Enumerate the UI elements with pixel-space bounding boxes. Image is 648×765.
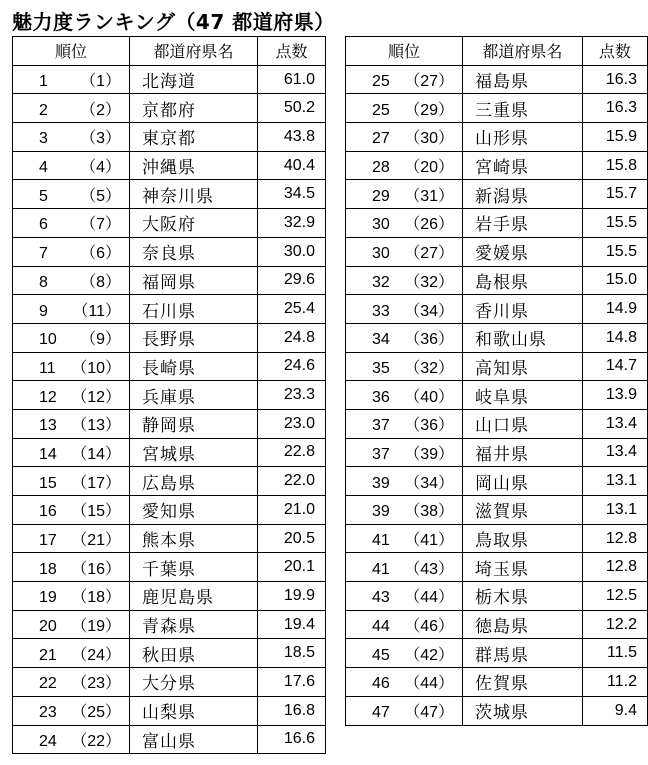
previous-rank: （40） (404, 388, 454, 406)
previous-rank: （38） (404, 503, 454, 521)
rank-cell (13, 496, 130, 525)
score-cell: 43.8 (258, 123, 326, 152)
table-row (346, 237, 648, 266)
current-rank: 18 (39, 560, 57, 578)
table-row (346, 553, 648, 582)
table-row (13, 639, 326, 668)
rank-cell (346, 237, 463, 266)
prefecture-name: 千葉県 (130, 553, 258, 582)
score-cell: 15.9 (582, 123, 647, 152)
score-cell: 16.3 (582, 94, 647, 123)
rank-cell (13, 295, 130, 324)
previous-rank: （31） (404, 187, 454, 205)
score-cell: 17.6 (258, 668, 326, 697)
current-rank: 9 (39, 302, 48, 320)
prefecture-name: 大阪府 (130, 209, 258, 238)
score-cell: 19.9 (258, 582, 326, 611)
prefecture-name: 島根県 (463, 266, 583, 295)
current-rank: 41 (372, 532, 390, 550)
score-cell: 13.4 (582, 409, 647, 438)
prefecture-name: 愛媛県 (463, 237, 583, 266)
previous-rank: （17） (71, 474, 121, 492)
rank-cell (346, 582, 463, 611)
prefecture-name: 茨城県 (463, 696, 583, 725)
score-cell: 20.5 (258, 524, 326, 553)
score-cell: 14.7 (582, 352, 647, 381)
prefecture-name: 愛知県 (130, 496, 258, 525)
previous-rank: （16） (71, 560, 121, 578)
rank-cell (13, 237, 130, 266)
table-row (346, 610, 648, 639)
table-row (13, 151, 326, 180)
current-rank: 12 (39, 388, 57, 406)
rank-cell (13, 323, 130, 352)
table-row (13, 295, 326, 324)
score-cell: 12.5 (582, 582, 647, 611)
score-cell: 34.5 (258, 180, 326, 209)
rank-cell (13, 123, 130, 152)
previous-rank: （5） (80, 187, 121, 205)
score-cell: 16.8 (258, 696, 326, 725)
prefecture-name: 富山県 (130, 725, 258, 754)
previous-rank: （46） (404, 618, 454, 636)
score-cell: 12.8 (582, 553, 647, 582)
table-row (13, 409, 326, 438)
table-row (346, 151, 648, 180)
current-rank: 30 (372, 245, 390, 263)
current-rank: 45 (372, 646, 390, 664)
prefecture-name: 熊本県 (130, 524, 258, 553)
previous-rank: （6） (80, 245, 121, 263)
previous-rank: （34） (404, 474, 454, 492)
score-cell: 13.1 (582, 467, 647, 496)
previous-rank: （4） (80, 159, 121, 177)
current-rank: 16 (39, 503, 57, 521)
prefecture-name: 佐賀県 (463, 668, 583, 697)
score-cell: 22.0 (258, 467, 326, 496)
current-rank: 24 (39, 732, 57, 750)
current-rank: 17 (39, 532, 57, 550)
prefecture-name: 鹿児島県 (130, 582, 258, 611)
header-prefecture: 都道府県名 (463, 37, 583, 66)
prefecture-name: 石川県 (130, 295, 258, 324)
rank-cell (346, 696, 463, 725)
rank-cell (346, 668, 463, 697)
current-rank: 5 (39, 187, 48, 205)
previous-rank: （30） (404, 130, 454, 148)
rank-cell (346, 323, 463, 352)
table-row (13, 467, 326, 496)
table-row (346, 323, 648, 352)
current-rank: 25 (372, 73, 390, 91)
previous-rank: （10） (71, 359, 121, 377)
table-row (13, 582, 326, 611)
current-rank: 20 (39, 618, 57, 636)
prefecture-name: 和歌山県 (463, 323, 583, 352)
current-rank: 41 (372, 560, 390, 578)
score-cell: 16.6 (258, 725, 326, 754)
score-cell: 18.5 (258, 639, 326, 668)
prefecture-name: 静岡県 (130, 409, 258, 438)
rank-cell (13, 65, 130, 94)
score-cell: 30.0 (258, 237, 326, 266)
prefecture-name: 長野県 (130, 323, 258, 352)
previous-rank: （32） (404, 273, 454, 291)
ranking-table-right (345, 36, 648, 726)
score-cell: 40.4 (258, 151, 326, 180)
score-cell: 14.8 (582, 323, 647, 352)
current-rank: 2 (39, 101, 48, 119)
rank-cell (13, 352, 130, 381)
prefecture-name: 大分県 (130, 668, 258, 697)
current-rank: 8 (39, 273, 48, 291)
page-title: 魅力度ランキング（47 都道府県） (12, 10, 335, 34)
prefecture-name: 群馬県 (463, 639, 583, 668)
current-rank: 13 (39, 417, 57, 435)
current-rank: 32 (372, 273, 390, 291)
previous-rank: （12） (71, 388, 121, 406)
prefecture-name: 奈良県 (130, 237, 258, 266)
table-row (13, 209, 326, 238)
prefecture-name: 香川県 (463, 295, 583, 324)
table-row (13, 94, 326, 123)
rank-cell (13, 381, 130, 410)
score-cell: 13.1 (582, 496, 647, 525)
previous-rank: （36） (404, 417, 454, 435)
score-cell: 32.9 (258, 209, 326, 238)
current-rank: 7 (39, 245, 48, 263)
prefecture-name: 宮崎県 (463, 151, 583, 180)
rank-cell (346, 94, 463, 123)
score-cell: 15.5 (582, 209, 647, 238)
current-rank: 34 (372, 331, 390, 349)
prefecture-name: 山形県 (463, 123, 583, 152)
prefecture-name: 新潟県 (463, 180, 583, 209)
current-rank: 1 (39, 73, 48, 91)
rank-cell (346, 553, 463, 582)
prefecture-name: 高知県 (463, 352, 583, 381)
rank-cell (346, 295, 463, 324)
previous-rank: （27） (404, 73, 454, 91)
table-row (346, 295, 648, 324)
prefecture-name: 鳥取県 (463, 524, 583, 553)
rank-cell (13, 467, 130, 496)
rank-cell (13, 180, 130, 209)
prefecture-name: 山梨県 (130, 696, 258, 725)
rank-cell (13, 524, 130, 553)
prefecture-name: 東京都 (130, 123, 258, 152)
table-row (346, 696, 648, 725)
previous-rank: （29） (404, 101, 454, 119)
previous-rank: （41） (404, 532, 454, 550)
rank-cell (13, 725, 130, 754)
prefecture-name: 埼玉県 (463, 553, 583, 582)
previous-rank: （19） (71, 618, 121, 636)
previous-rank: （21） (71, 532, 121, 550)
table-row (346, 180, 648, 209)
prefecture-name: 栃木県 (463, 582, 583, 611)
current-rank: 14 (39, 445, 57, 463)
rank-cell (13, 553, 130, 582)
current-rank: 15 (39, 474, 57, 492)
current-rank: 21 (39, 646, 57, 664)
score-cell: 23.3 (258, 381, 326, 410)
previous-rank: （39） (404, 445, 454, 463)
current-rank: 23 (39, 704, 57, 722)
table-row (13, 438, 326, 467)
rank-cell (346, 151, 463, 180)
score-cell: 22.8 (258, 438, 326, 467)
previous-rank: （47） (404, 704, 454, 722)
score-cell: 15.5 (582, 237, 647, 266)
prefecture-name: 広島県 (130, 467, 258, 496)
score-cell: 12.2 (582, 610, 647, 639)
previous-rank: （44） (404, 589, 454, 607)
rank-cell (346, 496, 463, 525)
score-cell: 11.5 (582, 639, 647, 668)
score-cell: 20.1 (258, 553, 326, 582)
rank-cell (346, 409, 463, 438)
score-cell: 23.0 (258, 409, 326, 438)
header-rank: 順位 (13, 37, 130, 66)
previous-rank: （3） (80, 130, 121, 148)
table-row (13, 524, 326, 553)
table-row (13, 352, 326, 381)
prefecture-name: 岐阜県 (463, 381, 583, 410)
rank-cell (346, 352, 463, 381)
table-row (346, 352, 648, 381)
prefecture-name: 宮城県 (130, 438, 258, 467)
prefecture-name: 福島県 (463, 65, 583, 94)
table-row (13, 610, 326, 639)
table-row (346, 668, 648, 697)
rank-cell (13, 696, 130, 725)
current-rank: 30 (372, 216, 390, 234)
previous-rank: （36） (404, 331, 454, 349)
score-cell: 19.4 (258, 610, 326, 639)
rank-cell (13, 438, 130, 467)
rank-cell (346, 524, 463, 553)
score-cell: 21.0 (258, 496, 326, 525)
score-cell: 15.0 (582, 266, 647, 295)
rank-cell (13, 266, 130, 295)
table-row (346, 524, 648, 553)
current-rank: 28 (372, 159, 390, 177)
prefecture-name: 沖縄県 (130, 151, 258, 180)
score-cell: 15.7 (582, 180, 647, 209)
table-row (13, 266, 326, 295)
table-row (13, 696, 326, 725)
current-rank: 6 (39, 216, 48, 234)
prefecture-name: 京都府 (130, 94, 258, 123)
prefecture-name: 山口県 (463, 409, 583, 438)
prefecture-name: 滋賀県 (463, 496, 583, 525)
rank-cell (346, 438, 463, 467)
score-cell: 61.0 (258, 65, 326, 94)
current-rank: 4 (39, 159, 48, 177)
rank-cell (346, 209, 463, 238)
current-rank: 29 (372, 187, 390, 205)
previous-rank: （22） (71, 732, 121, 750)
score-cell: 50.2 (258, 94, 326, 123)
previous-rank: （14） (71, 445, 121, 463)
prefecture-name: 福岡県 (130, 266, 258, 295)
current-rank: 19 (39, 589, 57, 607)
table-row (346, 639, 648, 668)
score-cell: 24.6 (258, 352, 326, 381)
current-rank: 39 (372, 503, 390, 521)
previous-rank: （13） (71, 417, 121, 435)
prefecture-name: 岡山県 (463, 467, 583, 496)
table-row (346, 94, 648, 123)
rank-cell (346, 467, 463, 496)
rank-cell (346, 381, 463, 410)
table-row (13, 725, 326, 754)
previous-rank: （9） (80, 331, 121, 349)
score-cell: 25.4 (258, 295, 326, 324)
previous-rank: （11） (72, 302, 121, 320)
header-score: 点数 (582, 37, 647, 66)
current-rank: 35 (372, 359, 390, 377)
previous-rank: （1） (80, 73, 121, 91)
rank-cell (346, 610, 463, 639)
table-row (346, 467, 648, 496)
header-prefecture: 都道府県名 (130, 37, 258, 66)
score-cell: 12.8 (582, 524, 647, 553)
table-row (13, 65, 326, 94)
table-row (13, 123, 326, 152)
score-cell: 14.9 (582, 295, 647, 324)
current-rank: 44 (372, 618, 390, 636)
previous-rank: （2） (80, 101, 121, 119)
previous-rank: （43） (404, 560, 454, 578)
previous-rank: （44） (404, 675, 454, 693)
rank-cell (13, 668, 130, 697)
rank-cell (13, 151, 130, 180)
prefecture-name: 青森県 (130, 610, 258, 639)
score-cell: 29.6 (258, 266, 326, 295)
table-row (13, 323, 326, 352)
prefecture-name: 福井県 (463, 438, 583, 467)
previous-rank: （25） (71, 704, 121, 722)
rank-cell (346, 123, 463, 152)
table-row (346, 266, 648, 295)
current-rank: 36 (372, 388, 390, 406)
current-rank: 10 (39, 331, 57, 349)
current-rank: 37 (372, 445, 390, 463)
score-cell: 15.8 (582, 151, 647, 180)
score-cell: 24.8 (258, 323, 326, 352)
current-rank: 39 (372, 474, 390, 492)
table-row (13, 237, 326, 266)
rank-cell (13, 94, 130, 123)
header-rank: 順位 (346, 37, 463, 66)
header-score: 点数 (258, 37, 326, 66)
rank-cell (13, 639, 130, 668)
table-row (13, 496, 326, 525)
previous-rank: （42） (404, 646, 454, 664)
previous-rank: （26） (404, 216, 454, 234)
score-cell: 13.9 (582, 381, 647, 410)
current-rank: 43 (372, 589, 390, 607)
previous-rank: （7） (80, 216, 121, 234)
previous-rank: （23） (71, 675, 121, 693)
table-row (13, 180, 326, 209)
current-rank: 22 (39, 675, 57, 693)
table-row (13, 668, 326, 697)
rank-cell (13, 209, 130, 238)
current-rank: 25 (372, 101, 390, 119)
rank-cell (346, 639, 463, 668)
score-cell: 13.4 (582, 438, 647, 467)
ranking-table-left (12, 36, 326, 754)
table-row (13, 553, 326, 582)
table-header-row (346, 37, 648, 66)
prefecture-name: 三重県 (463, 94, 583, 123)
rank-cell (13, 610, 130, 639)
score-cell: 16.3 (582, 65, 647, 94)
current-rank: 47 (372, 704, 390, 722)
prefecture-name: 岩手県 (463, 209, 583, 238)
table-header-row (13, 37, 326, 66)
current-rank: 3 (39, 130, 48, 148)
prefecture-name: 秋田県 (130, 639, 258, 668)
prefecture-name: 兵庫県 (130, 381, 258, 410)
rank-cell (346, 266, 463, 295)
table-row (346, 65, 648, 94)
previous-rank: （15） (71, 503, 121, 521)
rank-cell (346, 65, 463, 94)
table-row (346, 438, 648, 467)
table-row (346, 582, 648, 611)
prefecture-name: 長崎県 (130, 352, 258, 381)
previous-rank: （34） (404, 302, 454, 320)
table-row (346, 496, 648, 525)
prefecture-name: 徳島県 (463, 610, 583, 639)
current-rank: 11 (39, 359, 56, 377)
previous-rank: （27） (404, 245, 454, 263)
current-rank: 37 (372, 417, 390, 435)
current-rank: 27 (372, 130, 390, 148)
previous-rank: （18） (71, 589, 121, 607)
table-row (346, 409, 648, 438)
table-row (13, 381, 326, 410)
score-cell: 9.4 (582, 696, 647, 725)
prefecture-name: 神奈川県 (130, 180, 258, 209)
current-rank: 46 (372, 675, 390, 693)
table-row (346, 209, 648, 238)
rank-cell (13, 409, 130, 438)
previous-rank: （24） (71, 646, 121, 664)
rank-cell (13, 582, 130, 611)
score-cell: 11.2 (582, 668, 647, 697)
previous-rank: （32） (404, 359, 454, 377)
prefecture-name: 北海道 (130, 65, 258, 94)
previous-rank: （8） (80, 273, 121, 291)
current-rank: 33 (372, 302, 390, 320)
previous-rank: （20） (404, 159, 454, 177)
table-row (346, 381, 648, 410)
rank-cell (346, 180, 463, 209)
table-row (346, 123, 648, 152)
